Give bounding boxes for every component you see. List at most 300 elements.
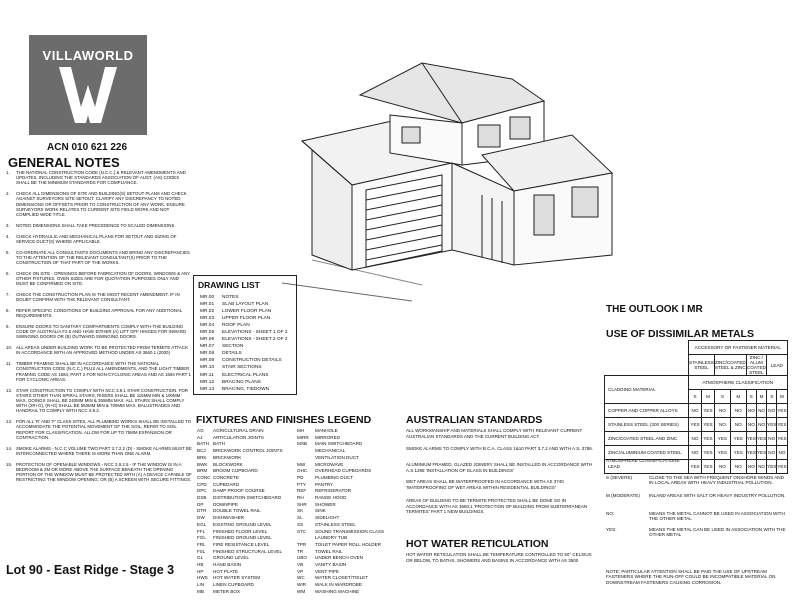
general-note-item xyxy=(6,308,192,318)
fixture-legend-item xyxy=(197,575,283,582)
fixture-legend-item xyxy=(197,502,283,509)
general-note-item xyxy=(6,361,192,382)
compatibility-cell: NO xyxy=(689,404,702,418)
drawing-code: MR.12 xyxy=(200,379,215,385)
fixture-name: SOUND TRANSMISSION CLASS xyxy=(315,528,385,534)
fixture-name: LAUNDRY TUB xyxy=(315,535,348,541)
fixture-legend-item xyxy=(297,522,384,529)
fixtures-legend-col-1 xyxy=(197,428,283,596)
drawing-list-item xyxy=(200,350,288,357)
note-text: NOTE: PARTICULAR ATTENTION SHALL BE PAID THE USE OF UPSTREAM FASTENERS WHERE THE RUN-OFF COULD BE INCOMPATIBLE MATERIAL ON DOWNSTREAM FASTENERS CAUSING CORROSION. xyxy=(606,569,776,585)
fixture-name: HOT PLATE xyxy=(213,568,239,574)
cladding-header: CLADDING MATERIAL xyxy=(605,376,689,404)
general-note-number: 6. xyxy=(6,270,10,276)
drawing-list-item xyxy=(200,364,288,371)
drawing-list-item xyxy=(200,294,288,301)
atmosphere-header: ATMOSPHERE CLASSIFICATION xyxy=(689,376,788,390)
sub-column-label: S xyxy=(767,390,777,404)
drawing-name: ELEVATIONS - SHEET 1 OF 2 xyxy=(222,330,288,336)
general-note-number: 5. xyxy=(6,249,10,255)
fixture-code: EGL xyxy=(197,521,207,527)
drawing-list-item xyxy=(200,343,288,350)
fixture-name: UNDER BENCH OVEN xyxy=(315,555,363,561)
compatibility-cell: NO xyxy=(714,404,730,418)
fixture-legend-item xyxy=(197,428,283,435)
drawing-list-item xyxy=(200,322,288,329)
fixture-name: TOILET PAPER ROLL HOLDER xyxy=(315,541,381,547)
compatibility-cell: YES xyxy=(689,418,702,432)
fixture-code: FSL xyxy=(197,548,206,554)
fixture-name: DOUBLE TOWEL RAIL xyxy=(213,508,261,514)
general-note-number: 11. xyxy=(6,361,12,367)
villaworld-logo xyxy=(29,35,147,135)
fixture-code: VB xyxy=(297,562,304,568)
fixture-code: BWK xyxy=(197,461,208,467)
drawing-name: DETAILS xyxy=(222,351,242,357)
fixture-code: MB xyxy=(197,588,204,594)
logo-w-mark-icon xyxy=(59,67,117,123)
compatibility-cell: NO xyxy=(767,446,777,460)
fixture-legend-item xyxy=(197,522,283,529)
fixture-name: GROUND LEVEL xyxy=(213,555,249,561)
drawing-name: STAIR SECTIONS xyxy=(222,365,262,371)
fixture-name: REFRIGERATOR xyxy=(315,488,352,494)
fixture-code: LIN xyxy=(197,582,205,588)
aus-standards-p1: ALL WORKMANSHIP AND MATERIALS SHALL COMPLY WITH RELEVANT CURRENT AUSTRALIAN STANDARDS AND THE CURRENT BUILDING ACT. xyxy=(406,428,583,439)
fixture-legend-item xyxy=(297,569,384,576)
fixture-name: DISHWASHER xyxy=(213,515,244,521)
fixture-name: WALK IN WARDROBE xyxy=(315,582,362,588)
compatibility-cell: YES xyxy=(701,432,714,446)
general-note-text: CHECK HYDRAULIC AND MECHANICAL PLANS FOR SETOUT AND SIZING OF SERVICE DUCT(S) WHERE APPLICABLE. xyxy=(16,233,177,244)
fixture-legend-item xyxy=(297,529,384,536)
hot-water-text: HOT WATER RETICULATION SHALL BE TEMPERATURE CONTROLLED TO 50° CELSIUS OR BELOW, TO BATHS, SHOWERS AND BASINS IN ACCORDANCE WITH AS 3500 xyxy=(406,552,592,563)
cladding-material: LEAD xyxy=(605,460,689,474)
general-note-item xyxy=(6,419,192,440)
general-note-text: TIMBER FRAMING SHALL BE IN ACCORDANCE WITH THE NATIONAL CONSTRUCTION CODE (N.C.C.) PLUS ALL AMENDMENTS, AND THE LIGHT TIMBER FRAMING CODE AS 1684, PART 2 FOR NON-CYCLONIC AREAS AND AS 1684 PART 1 FOR CYCLONIC AREAS. xyxy=(16,361,191,382)
drawing-code: MR.01 xyxy=(200,302,215,308)
compatibility-cell: YES xyxy=(701,460,714,474)
fixture-name: WATER CLOSET/TOILET xyxy=(315,575,369,581)
fixture-name: CONCRETE xyxy=(213,474,239,480)
accessory-type: LEAD xyxy=(767,355,787,376)
fixture-legend-item xyxy=(197,488,283,495)
fixture-code: REF xyxy=(297,488,307,494)
fixture-legend-item xyxy=(197,582,283,589)
drawing-name: BRACING PLANS xyxy=(222,379,261,385)
atm-value: CLOSE TO THE SEA WITH FREQUENT ONSHORE WINDS AND IN LOCAL AREAS WITH HEAVY INDUSTRIAL POLLUTION. xyxy=(649,475,784,486)
fixture-code: AG xyxy=(197,428,204,433)
fixture-legend-item xyxy=(197,455,283,462)
drawing-name: ELECTRICAL PLANS xyxy=(222,372,269,378)
compatibility-cell: YES xyxy=(689,460,702,474)
drawing-code: MR.02 xyxy=(200,309,215,315)
fixture-name: MIRRORED xyxy=(315,434,341,440)
aus-standards-p5: AREAS OF BUILDING TO BE TERMITE PROTECTED SHALL BE DONE SO IN ACCORDANCE WITH AS 3660.1 'PROTECTION OF BUILDING FROM SUBTERRANEAN TERMITES' PART 1 NEW BUILDINGS. xyxy=(406,498,588,514)
cladding-material: STAINLESS STEEL (300 SERIES) xyxy=(605,418,689,432)
compatibility-cell: YES xyxy=(777,404,787,418)
fixture-code: BRM xyxy=(197,468,208,474)
fixture-legend-item xyxy=(297,488,384,495)
fixture-legend-item xyxy=(197,555,283,562)
fixture-name: AGRICULTURAL DRAIN xyxy=(213,428,264,433)
general-note-text: FOR ALL 'R' AND 'F' CLASS SITES, ALL PLUMBING WORKS SHALL BE INSTALLED TO ACCOMMODATE THE POTENTIAL MOVEMENT OF THE SOIL. REFER TO SOIL REPORT FOR CLASSIFICATION. ALLOW FOR UP TO 75MM EXPANSION OR CONTRACTION. xyxy=(16,419,192,440)
accessory-type: ZINC/COATED STEEL & ZINC xyxy=(714,355,746,376)
fixture-code: BATH xyxy=(197,441,209,447)
compatibility-cell: YES xyxy=(746,432,756,446)
fixture-name: BRICKWORK CONTROL JOINTS xyxy=(213,448,283,454)
general-note-item xyxy=(6,234,192,244)
fixture-name: TOWEL RAIL xyxy=(315,548,343,554)
fixture-name: FINISHED STRUCTURAL LEVEL xyxy=(213,548,283,554)
fixture-legend-item xyxy=(297,575,384,582)
drawing-list-item xyxy=(200,329,288,336)
cladding-material: ZINC/COATED STEEL AND ZINC xyxy=(605,432,689,446)
fixture-code: MH xyxy=(297,428,305,433)
logo-brand-text: VILLAWORLD xyxy=(42,48,134,63)
compatibility-cell: YES xyxy=(730,446,746,460)
general-note-text: ENSURE DOORS TO SANITARY COMPARTMENTS COMPLY WITH THE BUILDING CODE OF AUSTRALIA F2.5 AND HAVE EITHER (A) LIFT OFF HINGES FOR INWARD SWINGING DOORS OR (B) OUTWARD SWINGING DOORS. xyxy=(16,324,187,340)
compatibility-cell: YES xyxy=(756,432,766,446)
compatibility-cell: YES xyxy=(767,460,777,474)
general-note-text: CHECK ON SITE - OPENINGS BEFORE FABRICATION OF DOORS, WINDOWS & ANY OTHER FIXTURES. OVEN SIZES ARE FOR QUOTATION PURPOSES ONLY AND MUST BE CONFIRMED ON SITE. xyxy=(16,270,191,287)
fixture-legend-item xyxy=(197,441,283,448)
drawing-code: MR.07 xyxy=(200,344,215,350)
table-row xyxy=(605,418,788,432)
fixture-name: MECHANICAL xyxy=(315,448,346,454)
fixture-legend-item xyxy=(197,589,283,596)
drawing-list-item xyxy=(200,379,288,386)
sub-column-label: S xyxy=(714,390,730,404)
fixture-legend-item xyxy=(297,589,384,596)
fixture-legend-item xyxy=(297,455,384,462)
fixture-code: HB xyxy=(197,562,204,568)
general-note-number: 14. xyxy=(6,445,13,451)
sub-column-label: S xyxy=(746,390,756,404)
fixture-code: DP xyxy=(197,501,204,507)
general-note-number: 15. xyxy=(6,461,13,467)
fixtures-legend-title: FIXTURES AND FINISHES LEGEND xyxy=(196,414,372,426)
compatibility-cell: NO xyxy=(777,446,787,460)
fixture-name: DISTRIBUTION SWITCHBOARD xyxy=(213,495,282,501)
dissimilar-metals-table xyxy=(604,340,788,474)
fixture-code: SK xyxy=(297,508,304,514)
fixture-name: PLUMBING DUCT xyxy=(315,474,354,480)
fixture-legend-item xyxy=(297,582,384,589)
compatibility-cell: YES xyxy=(777,460,787,474)
fixture-name: DAMP PROOF COURSE xyxy=(213,488,265,494)
fixture-name: MANHOLE xyxy=(315,428,338,433)
general-note-item xyxy=(6,388,192,414)
fixture-name: BROOM CUPBOARD xyxy=(213,468,258,474)
drawing-name: LOWER FLOOR PLAN xyxy=(222,309,272,315)
compatibility-cell: NO xyxy=(767,404,777,418)
fixture-code: MSB xyxy=(297,441,307,447)
fixture-name: FINISHED GROUND LEVEL xyxy=(213,535,272,541)
compatibility-cell: YES xyxy=(701,418,714,432)
fixture-name: RANGE HOOD xyxy=(315,495,347,501)
fixture-legend-item xyxy=(297,502,384,509)
drawing-list-item xyxy=(200,308,288,315)
drawing-name: SECTION xyxy=(222,344,244,350)
general-note-number: 9. xyxy=(6,324,10,330)
fixture-code: HP xyxy=(197,568,204,574)
table-row xyxy=(605,432,788,446)
compatibility-cell: NO xyxy=(746,460,756,474)
general-note-number: 7. xyxy=(6,292,10,298)
atm-key: M (MODERATE) xyxy=(606,493,640,498)
general-note-item xyxy=(6,223,192,228)
drawing-name: ROOF PLAN xyxy=(222,323,250,329)
general-note-item xyxy=(6,324,192,340)
drawing-code: MR.10 xyxy=(200,365,215,371)
fixture-code: WC xyxy=(297,575,305,581)
general-note-number: 1. xyxy=(6,170,10,175)
fixture-legend-item xyxy=(197,495,283,502)
fixture-legend-item xyxy=(297,555,384,562)
fixture-code: DTR xyxy=(197,508,207,514)
fixture-name: CUPBOARD xyxy=(213,481,240,487)
fixture-name: MICROWAVE xyxy=(315,461,344,467)
fixture-name: VENTILATION DUCT xyxy=(315,454,359,460)
drawing-list-item xyxy=(200,386,288,393)
cladding-material: COPPER AND COPPER ALLOYS xyxy=(605,404,689,418)
atm-value: MEANS THE METAL CAN BE USED IN ASSOCIATION WITH THE OTHER METAL xyxy=(649,527,786,538)
fixture-legend-item xyxy=(297,535,384,542)
hot-water-title: HOT WATER RETICULATION xyxy=(406,538,549,550)
general-note-item xyxy=(6,271,192,287)
fixture-code: OHC xyxy=(297,468,308,474)
table-corner xyxy=(605,355,689,376)
cladding-material: ZINC/ALUMINIUM COATED STEEL xyxy=(605,446,689,460)
fixture-legend-item xyxy=(197,468,283,475)
fixture-name: VENT PIPE xyxy=(315,568,339,574)
fixture-legend-item xyxy=(297,542,384,549)
general-note-item xyxy=(6,446,192,456)
fixture-code: FFL xyxy=(197,528,206,534)
drawing-name: ELEVATIONS - SHEET 2 OF 2 xyxy=(222,337,288,343)
fixture-code: HWS xyxy=(197,575,208,581)
fixture-code: GL xyxy=(197,555,204,561)
fixture-name: BRICKWORK xyxy=(213,454,242,460)
fixture-code: SS xyxy=(297,521,304,527)
fixture-name: VANITY BASIN xyxy=(315,562,347,568)
fixture-name: EXISTING GROUND LEVEL xyxy=(213,521,272,527)
fixture-code: BCJ xyxy=(197,448,206,454)
drawing-list-item xyxy=(200,336,288,343)
dissimilar-metals-title: USE OF DISSIMILAR METALS xyxy=(606,328,754,340)
drawing-name: BRACING, TIEDOWN xyxy=(222,386,270,392)
fixture-name: DOWNPIPE xyxy=(213,501,239,507)
general-note-item xyxy=(6,462,192,483)
table-corner xyxy=(605,341,689,355)
fixture-legend-item xyxy=(297,515,384,522)
compatibility-cell: YES xyxy=(746,446,756,460)
sub-column-label: M xyxy=(701,390,714,404)
general-note-number: 13. xyxy=(6,419,13,425)
project-title: THE OUTLOOK I MR xyxy=(606,304,703,315)
fixture-code: CPD xyxy=(197,481,207,487)
fixture-code: AJ xyxy=(197,434,203,440)
sub-column-label: M xyxy=(756,390,766,404)
general-note-number: 4. xyxy=(6,233,10,239)
fixture-legend-item xyxy=(297,482,384,489)
drawing-list-title: DRAWING LIST xyxy=(198,280,260,290)
fixture-code: TPR xyxy=(297,541,307,547)
fixture-name: BATH xyxy=(213,441,225,447)
general-note-item xyxy=(6,250,192,266)
sub-column-label: M xyxy=(777,390,787,404)
fixture-name: FIRE RESISTANCE LEVEL xyxy=(213,541,270,547)
drawing-code: MR.06 xyxy=(200,337,215,343)
drawing-list-box xyxy=(193,275,297,395)
fixture-name: METER BOX xyxy=(213,588,241,594)
compatibility-cell: YES xyxy=(756,446,766,460)
drawing-code: MR.08 xyxy=(200,351,215,357)
atm-value: INLAND AREAS WITH SALT OR HEAVY INDUSTRY POLLUTION. xyxy=(649,493,786,498)
general-note-text: STAIR CONSTRUCTION TO COMPLY WITH NCC 3.9.1 STAIR CONSTRUCTION. FOR STAIRS OTHER THAN SPIRAL STAIRS, RISERS SHALL BE 115MM MIN & 190MM MAX, GOINGS SHALL BE 240MM MIN & 355MM MAX. ALL STAIRS SHALL COMPLY WITH (2R+G), (R+G) SHALL BE 550MM MIN & 700MM MAX. BALUSTRADES AND HANDRAIL TO COMPLY WITH NCC 3.9.2. xyxy=(16,387,188,414)
general-note-number: 2. xyxy=(6,191,10,197)
compatibility-cell: NO xyxy=(746,404,756,418)
general-note-text: THE NATIONAL CONSTRUCTION CODE (N.C.C.) & RELEVANT AMENDMENTS AND UPDATES, INCLUDING THE STANDARDS ASSOCIATION OF AUST. (AS) CODES SHALL BE THE MINIMUM STANDARDS FOR COMPLIANCE. xyxy=(16,170,186,186)
compatibility-cell: NO xyxy=(746,418,756,432)
compatibility-cell: YES xyxy=(767,418,777,432)
fixture-legend-item xyxy=(197,529,283,536)
fixture-code: RH xyxy=(297,495,304,501)
fixtures-legend-col-2 xyxy=(297,428,384,596)
compatibility-cell: NO xyxy=(730,404,746,418)
fixture-legend-item xyxy=(197,542,283,549)
compatibility-cell: YES xyxy=(777,418,787,432)
fixture-legend-item xyxy=(197,569,283,576)
table-row xyxy=(605,404,788,418)
fixture-legend-item xyxy=(197,508,283,515)
fixture-legend-item xyxy=(197,475,283,482)
compatibility-cell: NO xyxy=(756,418,766,432)
fixture-code: FRL xyxy=(197,541,206,547)
compatibility-cell: YES xyxy=(714,432,730,446)
acn-number: ACN 010 621 226 xyxy=(47,142,128,153)
fixture-name: HOT WATER SYSTEM xyxy=(213,575,261,581)
fixture-legend-item xyxy=(297,562,384,569)
drawing-name: UPPER FLOOR PLAN xyxy=(222,316,271,322)
drawing-list-item xyxy=(200,301,288,308)
fixture-code: TR xyxy=(297,548,304,554)
fixture-name: ARTICULATION JOINTS xyxy=(213,434,264,440)
fixture-code: MIRR xyxy=(297,434,309,440)
lot-label: Lot 90 - East Ridge - Stage 3 xyxy=(6,563,175,577)
general-note-item xyxy=(6,191,192,217)
compatibility-cell: YES xyxy=(714,446,730,460)
fixture-legend-item xyxy=(297,435,384,442)
fixture-code: BRK xyxy=(197,454,207,460)
fixture-name: STAINLESS STEEL xyxy=(315,521,356,527)
atm-value: MEANS THE METAL CANNOT BE USED IN ASSOCIATION WITH THE OTHER METAL xyxy=(649,511,785,522)
compatibility-cell: NO xyxy=(756,404,766,418)
sub-column-label: S xyxy=(689,390,702,404)
aus-standards-title: AUSTRALIAN STANDARDS xyxy=(406,414,543,426)
compatibility-cell: YES xyxy=(730,432,746,446)
drawing-code: MR.11 xyxy=(200,372,214,378)
accessory-type: ZINC / ALUM COATED STEEL xyxy=(747,355,766,375)
fixture-legend-item xyxy=(197,462,283,469)
fixture-legend-item xyxy=(297,468,384,475)
general-note-text: CHECK THE CONSTRUCTION PLAN IS THE MOST RECENT AMENDMENT. IF IN DOUBT CONFIRM WITH THE RELEVANT CONSULTANT. xyxy=(16,292,180,303)
fixture-legend-item xyxy=(197,515,283,522)
fixture-legend-item xyxy=(297,428,384,435)
fixture-name: WASHING MACHINE xyxy=(315,588,360,594)
fixture-legend-item xyxy=(197,535,283,542)
fixture-legend-item xyxy=(197,549,283,556)
drawing-list-item xyxy=(200,315,288,322)
atm-key: NO: xyxy=(606,511,615,516)
fixture-name: BLOCKWORK xyxy=(213,461,243,467)
fixture-legend-item xyxy=(197,448,283,455)
general-note-number: 8. xyxy=(6,308,10,314)
fixture-name: SHOWER xyxy=(315,501,336,507)
accessory-header: ACCESSORY OR FASTENER MATERIAL xyxy=(689,341,788,355)
general-note-text: REFER SPECIFIC CONDITIONS OF BUILDING APPROVAL FOR ANY ADDITIONAL REQUIREMENTS. xyxy=(16,308,183,319)
general-note-text: NOTED DIMENSIONS SHALL TAKE PRECEDENCE TO SCALED DIMENSIONS. xyxy=(16,222,176,228)
fixture-code: SL xyxy=(297,515,303,521)
drawing-list xyxy=(200,294,288,393)
general-note-text: PROTECTION OF OPENABLE WINDOWS - NCC 3.9.2.5 - IF THE WINDOW IS IN A BEDROOM & 2M OR MORE ABOVE THE SURFACE BENEATH THE OPENING PORTION OF THE WINDOW MUST BE PROTECTED WITH (A) A DEVICE CAPABLE OF RESTRICTING THE WINDOW OPENING; OR (B) A SCREEN WITH SECURE FITTINGS. xyxy=(16,461,192,483)
general-note-item xyxy=(6,292,192,302)
general-note-number: 3. xyxy=(6,222,10,228)
fixture-code: STC xyxy=(297,528,307,534)
general-note-number: 10. xyxy=(6,345,13,351)
compatibility-cell: NO xyxy=(767,432,777,446)
drawing-code: MR.04 xyxy=(200,323,215,329)
fixture-code: FGL xyxy=(197,535,206,541)
general-note-text: CHECK ALL DIMENSIONS OF SITE AND BUILDING(S) SETOUT PLANS AND CHECK AGAINST SURVEYORS SITE SETOUT. CLARIFY ANY DISCREPANCY TO NOTED DIMENSIONS OR OFFSETS PRIOR TO CONSTRUCTION OF ANY WORK. ENSURE SURVEYORS WORK RELATES TO CURRENT SITE FIELD WORK AND NOT COMPLIED WIDE TITLE. xyxy=(16,191,187,218)
fixture-code: DPC xyxy=(197,488,207,494)
atm-key: YES: xyxy=(606,527,617,532)
drawing-code: MR.03 xyxy=(200,316,215,322)
fixture-code: SHR xyxy=(297,501,307,507)
fixture-code: UBO xyxy=(297,555,307,561)
compatibility-cell: YES xyxy=(701,446,714,460)
fixture-name: MAIN SWITCHBOARD xyxy=(315,441,363,447)
fixture-legend-item xyxy=(297,475,384,482)
fixture-name: HAND BASIN xyxy=(213,562,242,568)
accessory-type: STAINLESS STEEL xyxy=(689,355,715,376)
fixture-name: SINK xyxy=(315,508,326,514)
fixture-code: DW xyxy=(197,515,205,521)
fixture-code: DSB xyxy=(197,495,207,501)
compatibility-cell: YES xyxy=(777,432,787,446)
fixture-code: PTY xyxy=(297,481,306,487)
compatibility-cell: NO xyxy=(714,418,730,432)
general-note-text: SMOKE ALARMS - N.C.C VOLUME TWO PART 3.7.2.2 (D) - SMOKE ALARMS MUST BE INTERCONNECTED WHERE THERE IS MORE THAN ONE ALARM. xyxy=(16,445,192,456)
house-elevation-illustration xyxy=(282,55,632,305)
compatibility-cell: YES xyxy=(701,404,714,418)
fixture-name: FINISHED FLOOR LEVEL xyxy=(213,528,268,534)
general-note-item xyxy=(6,345,192,355)
fixture-name: LINEN CUPBOARD xyxy=(213,582,254,588)
fixture-name: OVERHEAD CUPBOARDS xyxy=(315,468,372,474)
general-notes-list xyxy=(6,170,192,488)
fixture-code: MW xyxy=(297,461,306,467)
fixture-code: PD xyxy=(297,474,304,480)
drawing-code: MR.05 xyxy=(200,330,215,336)
fixture-legend-item xyxy=(297,462,384,469)
fixture-code: CONC xyxy=(197,474,211,480)
general-notes-title: GENERAL NOTES xyxy=(8,155,120,170)
fixture-code: VP xyxy=(297,568,304,574)
fixture-legend-item xyxy=(297,495,384,502)
compatibility-cell: NO xyxy=(689,446,702,460)
